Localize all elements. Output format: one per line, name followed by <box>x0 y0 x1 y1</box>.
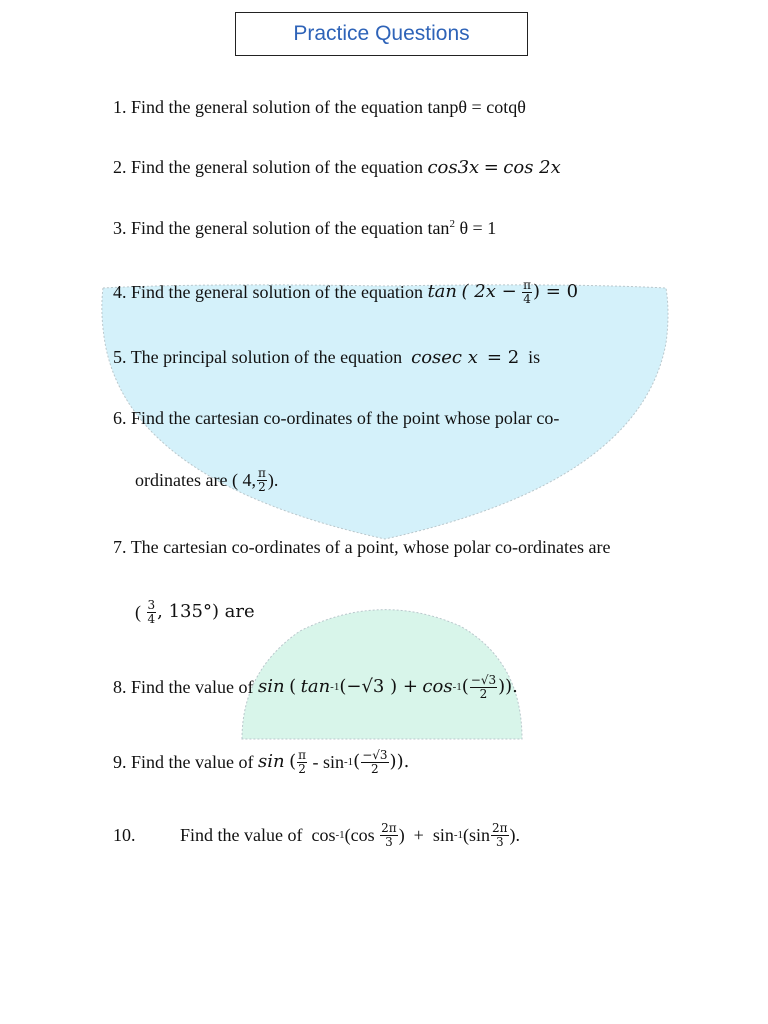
fraction: $\frac{3}{4}$ <box>147 597 156 626</box>
question-text: Find the value of <box>131 752 254 772</box>
math-expression: cos3x <box>427 157 480 178</box>
question-7-continued <box>135 599 255 625</box>
question-text: Find the general solution of the equation tanpθ = cotqθ <box>131 97 526 117</box>
math-operator: = <box>483 157 499 178</box>
math-expression: (sin <box>463 825 491 845</box>
math-expression: )). <box>498 676 518 697</box>
question-10 <box>113 821 520 849</box>
fraction: $\frac{2\pi}{3}$ <box>492 820 508 849</box>
question-6-continued <box>135 467 278 493</box>
question-number: 1. <box>113 97 127 117</box>
math-expression: (cos <box>344 825 375 845</box>
superscript: -1 <box>344 755 354 768</box>
superscript: -1 <box>330 680 340 693</box>
question-number: 9. <box>113 752 127 772</box>
fraction: $\frac{\pi}{4}$ <box>523 277 532 306</box>
question-tail: , 135°) are <box>157 601 255 622</box>
question-number: 8. <box>113 677 127 697</box>
question-number: 6. <box>113 408 127 428</box>
math-expression: sin <box>257 751 285 772</box>
math-expression: ( <box>289 676 297 697</box>
question-tail: θ = 1 <box>454 218 497 238</box>
question-6 <box>113 409 559 427</box>
math-expression: sin <box>257 676 285 697</box>
math-expression: ( <box>461 676 469 697</box>
math-expression: - sin <box>308 752 344 772</box>
page-title: Practice Questions <box>235 12 528 56</box>
fraction: $\frac{\pi}{2}$ <box>257 465 266 494</box>
question-text: Find the general solution of the equation <box>131 157 423 177</box>
question-4 <box>113 277 579 306</box>
green-semicircle-shape <box>240 601 524 741</box>
fraction: $\frac{2\pi}{3}$ <box>381 820 397 849</box>
question-text: Find the value of cos <box>180 825 336 845</box>
fraction: $\frac{-√3}{2}$ <box>470 672 497 701</box>
math-operator: = 2 <box>486 347 520 368</box>
question-number: 10. <box>113 825 136 845</box>
superscript: -1 <box>452 680 462 693</box>
question-text: Find the cartesian co-ordinates of the point whose polar co- <box>131 408 560 428</box>
question-7 <box>113 538 611 556</box>
question-2 <box>113 158 561 177</box>
question-9 <box>113 749 409 775</box>
math-expression: ). <box>509 825 521 845</box>
math-expression: ( <box>289 751 297 772</box>
math-expression: ) = 0 <box>533 281 579 302</box>
question-text: Find the general solution of the equation tan <box>131 218 450 238</box>
math-expression: ) + sin <box>398 825 454 845</box>
math-expression: tan <box>300 676 331 697</box>
question-number: 4. <box>113 282 127 302</box>
question-8 <box>113 674 518 700</box>
fraction: $\frac{-√3}{2}$ <box>362 747 388 776</box>
question-text: ( <box>135 602 141 622</box>
question-tail: is <box>528 347 541 367</box>
question-text: The principal solution of the equation <box>130 347 403 367</box>
math-expression: ( 2x − <box>461 281 517 302</box>
question-5 <box>113 348 540 367</box>
question-number: 5. <box>113 347 127 367</box>
superscript: -1 <box>335 828 345 841</box>
math-expression: )). <box>389 751 410 772</box>
superscript: 2 <box>449 218 455 230</box>
question-number: 7. <box>113 537 127 557</box>
math-expression: cosec x <box>411 347 478 368</box>
math-expression: tan <box>427 281 457 302</box>
math-expression: ( <box>353 751 361 772</box>
question-text: Find the general solution of the equation <box>131 282 423 302</box>
question-3 <box>113 219 496 237</box>
question-text: Find the value of <box>131 677 254 697</box>
question-text: ordinates are ( 4, <box>135 470 256 490</box>
superscript: -1 <box>453 828 464 841</box>
math-expression: cos 2x <box>503 157 561 178</box>
math-expression: (−√3 ) + <box>339 676 418 697</box>
fraction: $\frac{\pi}{2}$ <box>298 747 306 776</box>
math-expression: cos <box>422 676 453 697</box>
question-text: The cartesian co-ordinates of a point, whose polar co-ordinates are <box>130 537 611 557</box>
question-tail: ). <box>267 470 279 490</box>
question-number: 3. <box>113 218 127 238</box>
question-1 <box>113 98 526 116</box>
question-number: 2. <box>113 157 127 177</box>
